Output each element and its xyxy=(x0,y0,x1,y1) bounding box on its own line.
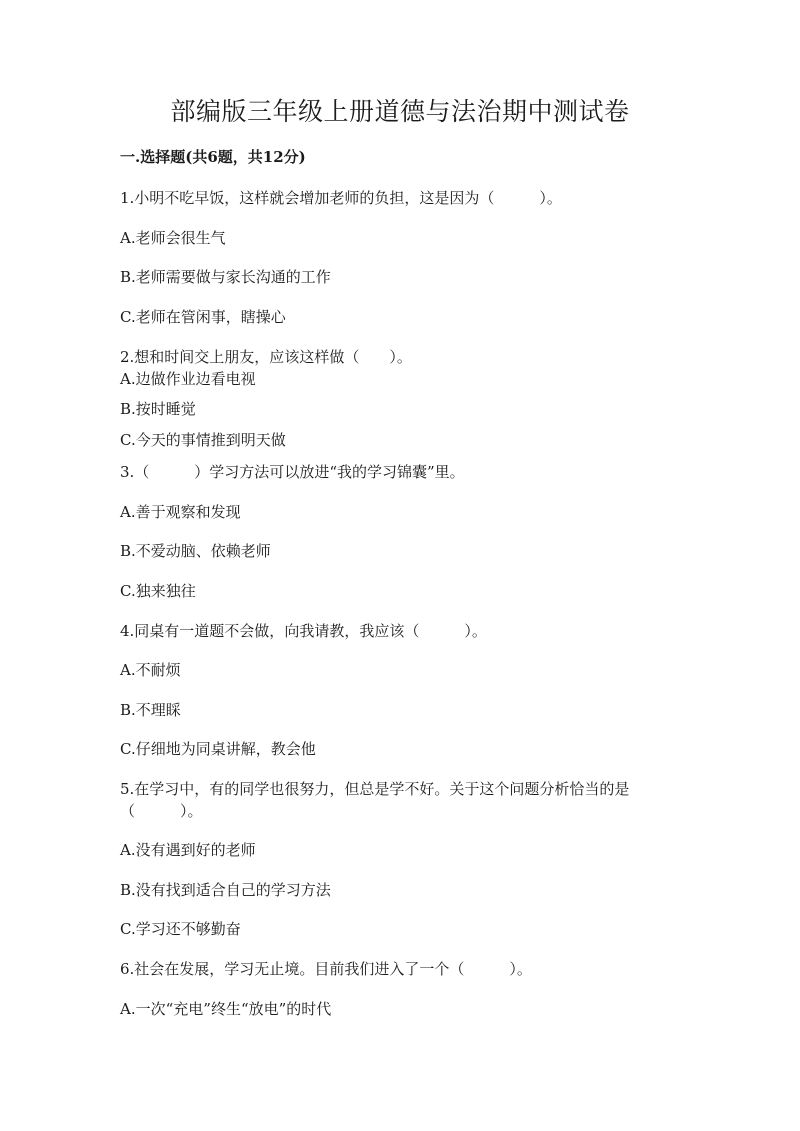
option-a: A.边做作业边看电视 xyxy=(120,370,256,388)
option-a: A.没有遇到好的老师 xyxy=(120,841,256,859)
question-stem-line-2: （ ）。 xyxy=(120,802,203,820)
question-stem: 1.小明不吃早饭，这样就会增加老师的负担，这是因为（ ）。 xyxy=(120,189,562,207)
section-heading: 一.选择题(共6题，共12分) xyxy=(120,148,306,166)
option-b: B.没有找到适合自己的学习方法 xyxy=(120,881,331,899)
question-stem: 3.（ ）学习方法可以放进“我的学习锦囊”里。 xyxy=(120,463,465,481)
question-stem: 6.社会在发展，学习无止境。目前我们进入了一个（ ）。 xyxy=(120,960,532,978)
option-c: C.独来独往 xyxy=(120,582,196,600)
option-a: A.不耐烦 xyxy=(120,661,181,679)
option-c: C.学习还不够勤奋 xyxy=(120,920,241,938)
option-a: A.善于观察和发现 xyxy=(120,503,241,521)
option-c: C.老师在管闲事，瞎操心 xyxy=(120,308,286,326)
exam-title: 部编版三年级上册道德与法治期中测试卷 xyxy=(170,97,630,126)
option-b: B.老师需要做与家长沟通的工作 xyxy=(120,268,331,286)
question-stem: 2.想和时间交上朋友，应该这样做（ ）。 xyxy=(120,348,412,366)
option-a: A.老师会很生气 xyxy=(120,229,226,247)
option-b: B.不理睬 xyxy=(120,701,181,719)
option-b: B.不爱动脑、依赖老师 xyxy=(120,542,271,560)
question-stem-line-1: 5.在学习中，有的同学也很努力，但总是学不好。关于这个问题分析恰当的是 xyxy=(120,780,630,798)
option-c: C.仔细地为同桌讲解，教会他 xyxy=(120,740,316,758)
option-a: A.一次“充电”终生“放电”的时代 xyxy=(120,1000,332,1018)
option-c: C.今天的事情推到明天做 xyxy=(120,431,286,449)
question-stem: 4.同桌有一道题不会做，向我请教，我应该（ ）。 xyxy=(120,622,487,640)
option-b: B.按时睡觉 xyxy=(120,400,196,418)
